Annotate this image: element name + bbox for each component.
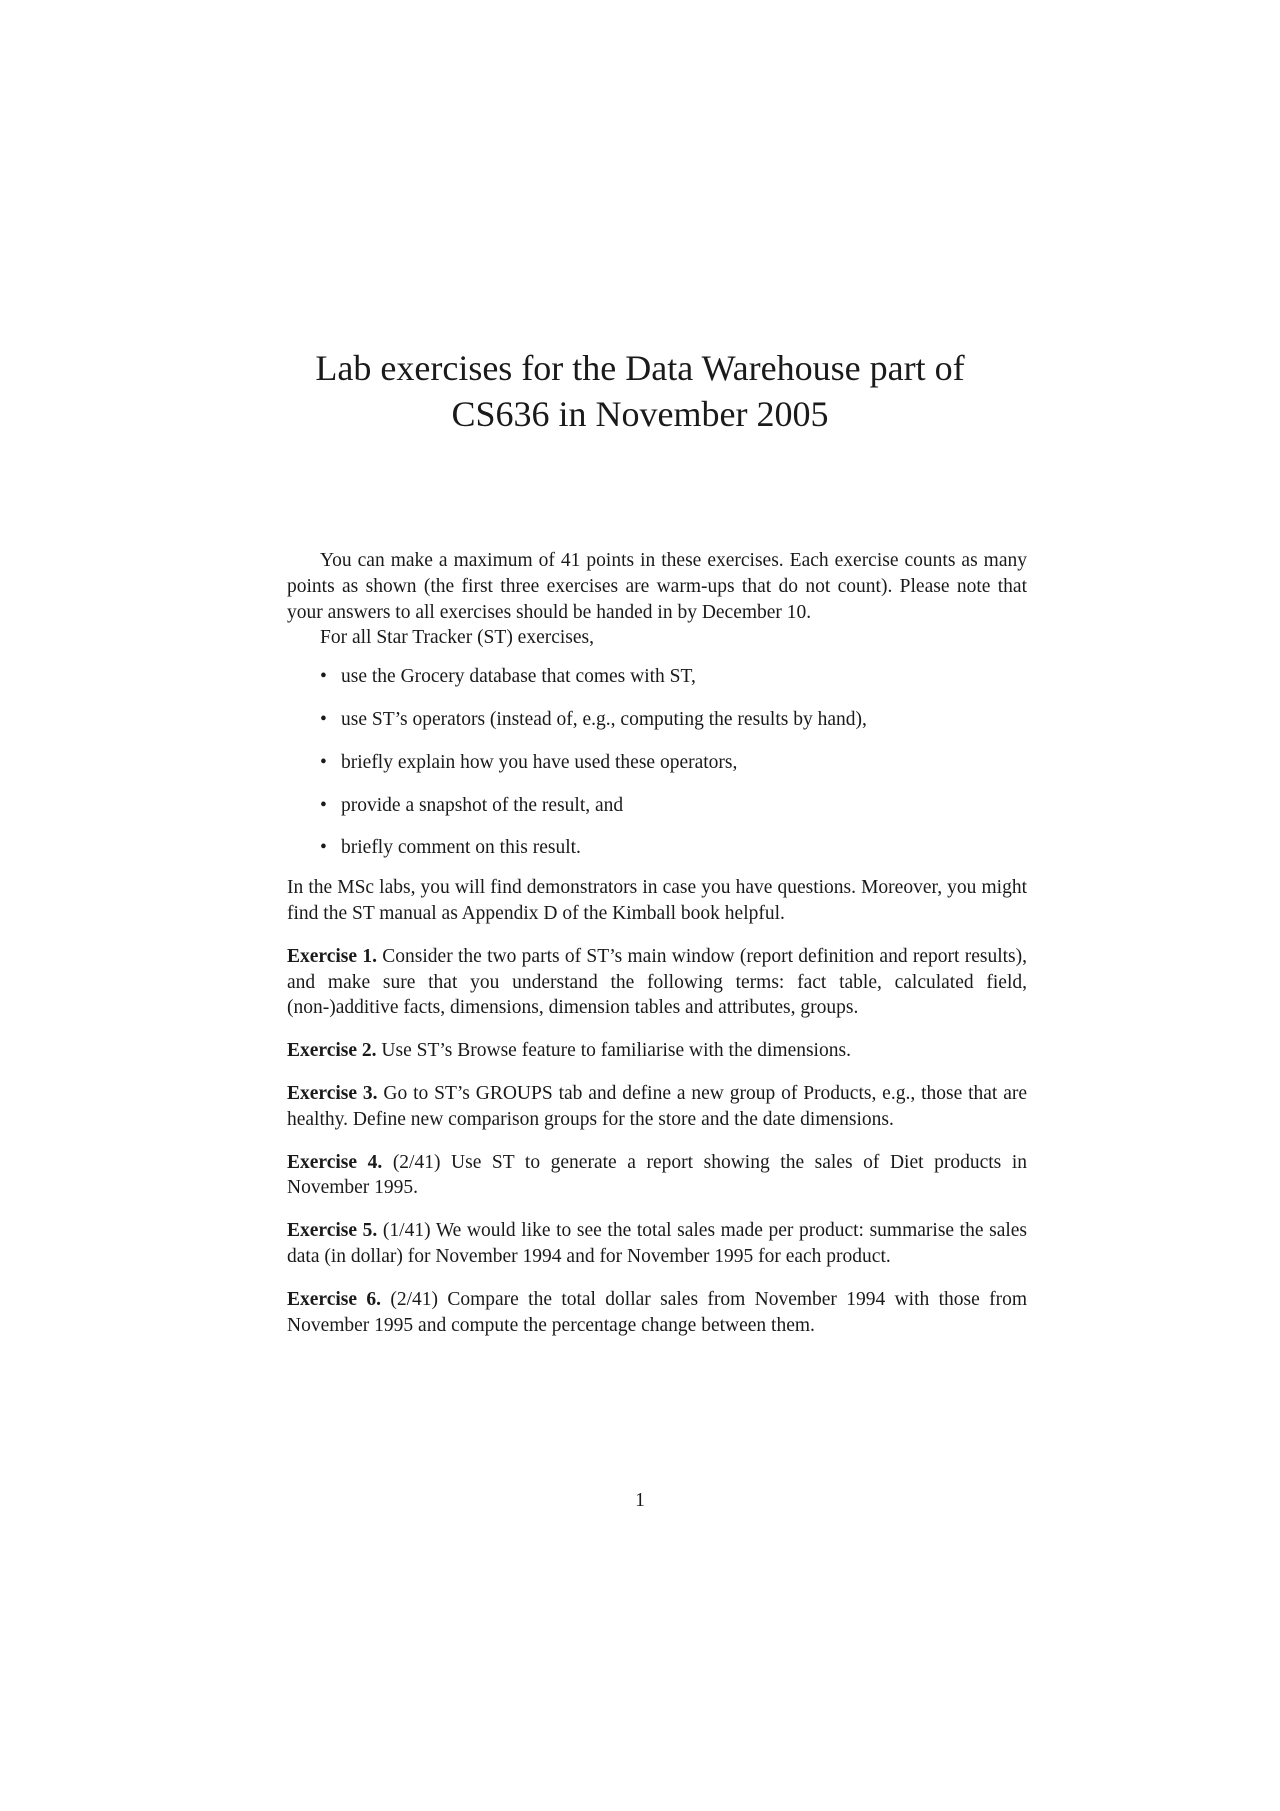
exercise-5 <box>287 1218 1027 1270</box>
exercise-text: Use ST’s Browse feature to familiarise with the dimensions. <box>381 1040 851 1062</box>
page-title <box>0 345 1280 437</box>
list-item-text: provide a snapshot of the result, and <box>341 794 624 816</box>
list-item-text: briefly explain how you have used these operators, <box>341 751 738 773</box>
title-line-2: CS636 in November 2005 <box>451 394 829 434</box>
bullet-icon: • <box>320 794 327 816</box>
exercise-label: Exercise 1. <box>287 945 377 967</box>
exercise-label: Exercise 2. <box>287 1040 377 1062</box>
list-item <box>287 750 1027 776</box>
exercise-label: Exercise 3. <box>287 1082 378 1104</box>
bullet-icon: • <box>320 666 327 688</box>
title-line-1: Lab exercises for the Data Warehouse part of <box>315 348 965 388</box>
exercise-text: (2/41) Compare the total dollar sales from November 1994 with those from November 1995 and compute the percentage change between them. <box>287 1288 1028 1336</box>
list-item-text: use ST’s operators (instead of, e.g., computing the results by hand), <box>341 708 867 730</box>
exercise-2 <box>287 1038 1027 1064</box>
page-number: 1 <box>635 1490 645 1511</box>
exercise-label: Exercise 4. <box>287 1151 383 1173</box>
exercise-label: Exercise 5. <box>287 1220 378 1242</box>
list-item-text: briefly comment on this result. <box>341 837 581 859</box>
list-item <box>287 793 1027 819</box>
bullet-icon: • <box>320 837 327 859</box>
st-intro-paragraph: For all Star Tracker (ST) exercises, <box>320 627 595 649</box>
exercise-text: (1/41) We would like to see the total sales made per product: summarise the sales data (in dollar) for November 1994 and for November 1995 for each product. <box>287 1220 1028 1267</box>
exercise-4 <box>287 1150 1027 1202</box>
list-item <box>287 707 1027 733</box>
exercise-label: Exercise 6. <box>287 1288 381 1310</box>
intro-paragraph: You can make a maximum of 41 points in these exercises. Each exercise counts as many points as shown (the first three exercises are warm-ups that do not count). Please note that your answers to all exercises should be handed in by December 10. <box>287 550 1027 623</box>
exercise-6 <box>287 1287 1027 1339</box>
exercise-text: Consider the two parts of ST’s main window (report definition and report results), and make sure that you understand the following terms: fact table, calculated field, (non-)additive facts, dimensions, dimension tables and attributes, groups. <box>287 945 1028 1019</box>
bullet-icon: • <box>320 751 327 773</box>
exercise-1 <box>287 944 1027 1021</box>
requirements-list <box>287 664 1027 861</box>
document-body <box>287 548 1027 1338</box>
list-item <box>287 664 1027 690</box>
msc-labs-paragraph: In the MSc labs, you will find demonstrators in case you have questions. Moreover, you might find the ST manual as Appendix D of the Kimball book helpful. <box>287 877 1027 924</box>
exercise-text: Go to ST’s GROUPS tab and define a new group of Products, e.g., those that are healthy. Define new comparison groups for the store and the date dimensions. <box>287 1082 1028 1130</box>
list-item-text: use the Grocery database that comes with ST, <box>341 666 696 688</box>
bullet-icon: • <box>320 708 327 730</box>
list-item <box>287 835 1027 861</box>
exercise-text: (2/41) Use ST to generate a report showing the sales of Diet products in November 1995. <box>287 1151 1028 1199</box>
exercise-3 <box>287 1081 1027 1133</box>
